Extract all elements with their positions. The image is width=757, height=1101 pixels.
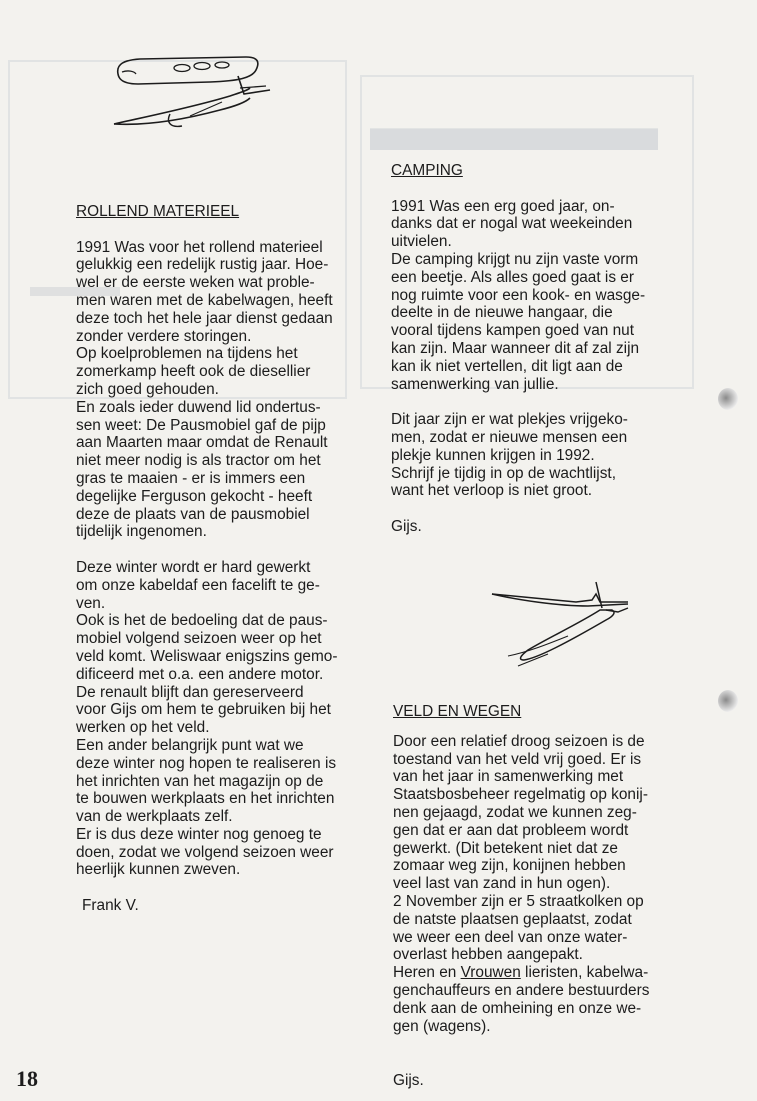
punch-hole xyxy=(718,690,738,712)
section-heading-rollend-materieel: ROLLEND MATERIEEL xyxy=(76,203,240,220)
paragraph: Op koelproblemen na tijdens het zomerkamp heeft ook de diesellier zich goed gehouden. xyxy=(76,345,311,398)
bleed-through-text: ▬▬▬▬ xyxy=(370,86,658,166)
punch-hole xyxy=(718,388,738,410)
glider-illustration xyxy=(110,52,280,142)
paragraph: Dit jaar zijn er wat plekjes vrijgeko- men, zodat er nieuwe mensen een plekje kunnen krijgen in 1992. xyxy=(391,411,628,464)
section-heading-veld-en-wegen: VELD EN WEGEN xyxy=(393,703,522,720)
bleed-through-text: ▬▬▬ xyxy=(30,270,120,303)
paragraph: De camping krijgt nu zijn vaste vorm een beetje. Als alles goed gaat is er nog ruimte voor een kook- en wasge- deelte in de nieuwe hangaar, die vooral tijdens kampen goed van nut kan zijn. Maar wanneer dit af zal zijn kan ik niet vertellen, dit ligt aan de samenwerking van jullie. xyxy=(391,250,646,393)
page-number: 18 xyxy=(16,1066,38,1091)
paragraph: Heren en Vrouwen lieristen, kabelwa- genchauffeurs en andere bestuurders denk aan de omheining en onze we- gen (wagens). xyxy=(393,964,650,1035)
paragraph: 1991 Was voor het rollend materieel gelukkig een redelijk rustig jaar. Hoe- wel er de eerste weken wat proble- men waren met de kabelwagen, heeft deze toch het hele jaar dienst gedaan zonder verdere storingen. xyxy=(76,238,333,345)
paragraph: Deze winter wordt er hard gewerkt om onze kabeldaf een facelift te ge- ven. xyxy=(76,558,320,612)
paragraph: Er is dus deze winter nog genoeg te doen, zodat we volgend seizoen weer heerlijk kunnen zweven. xyxy=(76,825,334,879)
paragraph: Door een relatief droog seizoen is de toestand van het veld vrij goed. Er is van het jaar in samenwerking met Staatsbosbeheer regelmatig op konij- nen gejaagd, zodat we kunnen zeg- gen dat er aan dat probleem wordt gewerkt. (Dit betekent niet dat ze zomaar weg zijn, konijnen hebben veel last van zand in hun ogen). xyxy=(393,732,648,893)
glider-illustration xyxy=(488,572,638,672)
paragraph: 1991 Was een erg goed jaar, on- danks dat er nogal wat weekeinden uitvielen. xyxy=(391,197,633,251)
paragraph: 2 November zijn er 5 straatkolken op de natste plaatsen geplaatst, zodat we weer een deel van onze water- overlast hebben aangepakt. xyxy=(393,892,644,964)
signature: Frank V. xyxy=(82,897,139,915)
right-column-veld xyxy=(393,703,672,1035)
signature: Gijs. xyxy=(391,517,422,535)
left-column xyxy=(76,203,354,915)
underlined-word: Vrouwen xyxy=(460,964,521,982)
paragraph: Ook is het de bedoeling dat de paus- mobiel volgend seizoen weer op het veld komt. Weliswaar enigszins gemo- dificeerd met o.a. een andere motor. xyxy=(76,612,338,683)
paragraph: Een ander belangrijk punt wat we deze winter nog hopen te realiseren is het inrichten van het magazijn op de te bouwen werkplaats en het inrichten van de werkplaats zelf. xyxy=(76,736,337,826)
paragraph: De renault blijft dan gereserveerd voor Gijs om hem te gebruiken bij het werken op het veld. xyxy=(76,683,331,737)
paragraph: En zoals ieder duwend lid ondertus- sen weet: De Pausmobiel gaf de pijp aan Maarten maar omdat de Renault niet meer nodig is als tractor om het gras te maaien - er is immers een degelijke Ferguson gekocht - heeft deze de plaats van de pausmobiel tijdelijk ingenomen. xyxy=(76,398,328,541)
paragraph: Schrijf je tijdig in op de wachtlijst, want het verloop is niet groot. xyxy=(391,464,616,500)
right-column-camping xyxy=(391,162,671,536)
signature: Gijs. xyxy=(393,1072,424,1089)
section-heading-camping: CAMPING xyxy=(391,162,463,179)
